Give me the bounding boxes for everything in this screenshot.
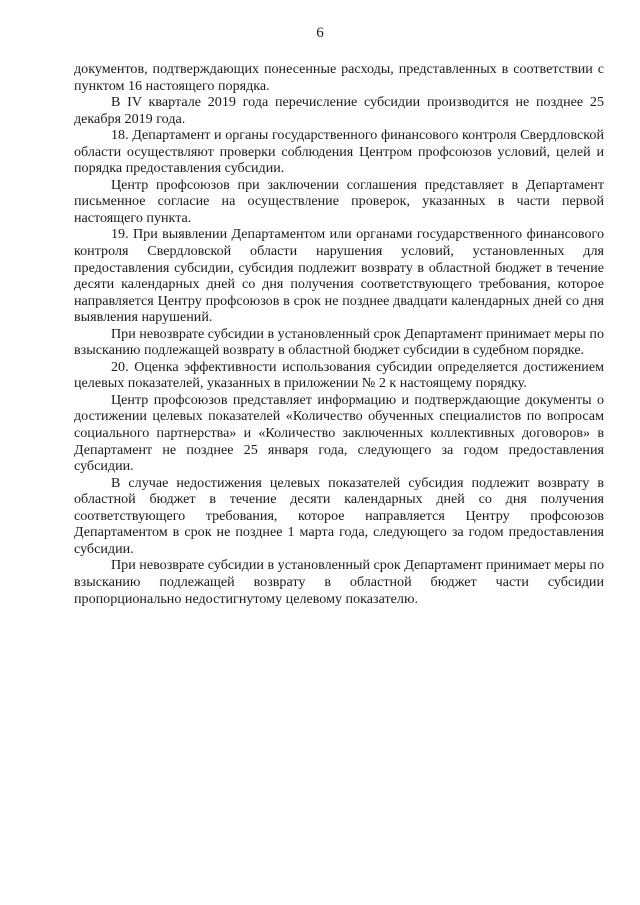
paragraph-8: Центр профсоюзов представляет информацию и подтверждающие документы о достижении целевых показателей «Количество обученных специалистов по вопросам социального партнерства» и «Количество заключенных коллективных договоров» в Департамент не позднее 25 января года, следующего за годом предоставления субсидии. [74, 391, 604, 475]
paragraph-7: 20. Оценка эффективности использования субсидии определяется достижением целевых показателей, указанных в приложении № 2 к настоящему порядку. [74, 358, 604, 392]
paragraph-1: документов, подтверждающих понесенные расходы, представленных в соответствии с пунктом 16 настоящего порядка. [74, 61, 604, 94]
paragraph-3: 18. Департамент и органы государственного финансового контроля Свердловской области осуществляют проверки соблюдения Центром профсоюзов условий, целей и порядка предоставления субсидии. [74, 127, 604, 177]
page-number: 6 [316, 25, 324, 41]
paragraph-4: Центр профсоюзов при заключении соглашения представляет в Департамент письменное согласие на осуществление проверок, указанных в части первой настоящего пункта. [74, 176, 604, 226]
paragraph-9: В случае недостижения целевых показателей субсидия подлежит возврату в областной бюджет в течение десяти календарных дней со дня получения соответствующего требования, которое направляется Центру профсоюзов Департаментом в срок не позднее 1 марта года, следующего за годом предоставления субсидии. [74, 474, 604, 557]
paragraph-2: В IV квартале 2019 года перечисление субсидии производится не позднее 25 декабря 2019 года. [74, 94, 604, 127]
document-body [74, 61, 604, 607]
paragraph-6: При невозврате субсидии в установленный срок Департамент принимает меры по взысканию подлежащей возврату в областной бюджет субсидии в судебном порядке. [74, 325, 604, 359]
paragraph-5: 19. При выявлении Департаментом или органами государственного финансового контроля Свердловской области нарушения условий, установленных для предоставления субсидии, субсидия подлежит возврату в областной бюджет в течение десяти календарных дней со дня получения соответствующего требования, которое направляется Центру профсоюзов в срок не позднее двадцати календарных дней со дня выявления нарушений. [74, 226, 604, 326]
paragraph-10: При невозврате субсидии в установленный срок Департамент принимает меры по взысканию подлежащей возврату в областной бюджет части субсидии пропорционально недостигнутому целевому показателю. [74, 557, 604, 607]
